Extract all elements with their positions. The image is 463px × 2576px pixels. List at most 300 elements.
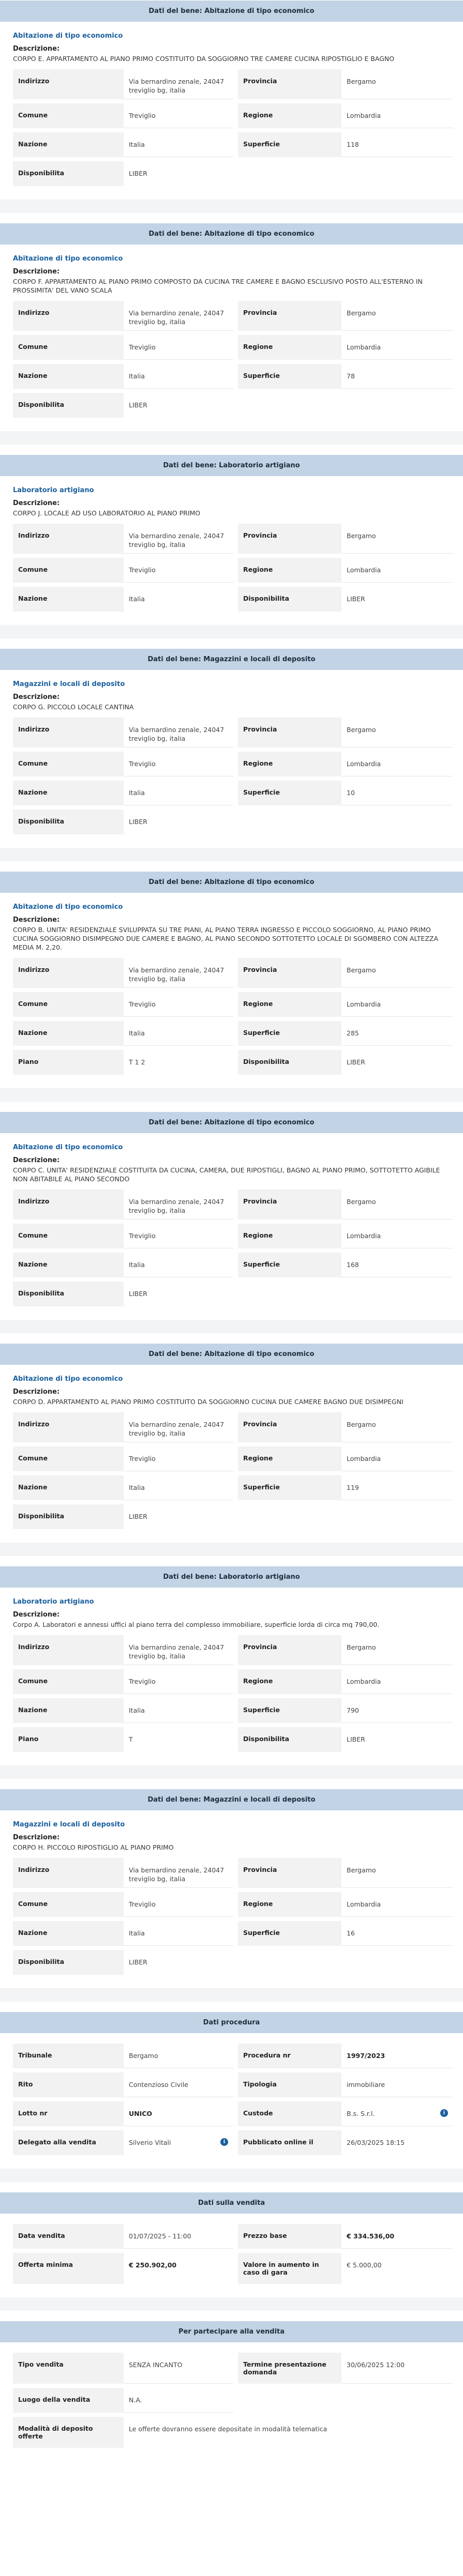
bene-type: Abitazione di tipo economico (13, 1375, 123, 1383)
disponibilita-label: Disponibilita (238, 1727, 341, 1752)
prezzo-base-cell (238, 2224, 458, 2253)
bene-details-grid (13, 1635, 450, 1756)
nazione-cell (13, 1921, 238, 1950)
superficie-value: 78 (341, 364, 453, 389)
aumento-cell (238, 2253, 458, 2288)
section-header: Dati del bene: Laboratorio artigiano (0, 1566, 463, 1588)
indirizzo-cell (13, 1412, 238, 1446)
section-header: Per partecipare alla vendita (0, 2321, 463, 2342)
regione-value: Lombardia (341, 1446, 453, 1471)
indirizzo-label: Indirizzo (13, 1858, 124, 1888)
description-label: Descrizione: (13, 1611, 60, 1619)
indirizzo-label: Indirizzo (13, 524, 124, 554)
bene-details-grid (13, 69, 450, 190)
description-label: Descrizione: (13, 1388, 60, 1396)
regione-cell (238, 752, 458, 781)
nazione-label: Nazione (13, 1253, 124, 1277)
section-body (0, 2033, 463, 2169)
rito-value: Contenzioso Civile (124, 2072, 233, 2097)
comune-cell (13, 335, 238, 364)
indirizzo-label: Indirizzo (13, 1412, 124, 1442)
bene-section (0, 223, 463, 445)
indirizzo-value: Via bernardino zenale, 24047 treviglio bg, italia (124, 69, 233, 99)
luogo-value: N.A. (124, 2388, 233, 2413)
comune-label: Comune (13, 103, 124, 128)
procedura-grid (13, 2044, 450, 2159)
nazione-value: Italia (124, 364, 233, 389)
termine-value: 30/06/2025 12:00 (341, 2353, 453, 2384)
superficie-cell (238, 1921, 458, 1950)
provincia-cell (238, 1635, 458, 1669)
disponibilita-value: LIBER (129, 1290, 147, 1298)
bene-section (0, 1789, 463, 2002)
regione-value: Lombardia (341, 558, 453, 583)
procedura-value: 1997/2023 (341, 2044, 453, 2068)
custode-name: B.s. S.r.l. (347, 2110, 375, 2117)
provincia-value: Bergamo (341, 1858, 453, 1888)
comune-cell (13, 1892, 238, 1921)
nazione-label: Nazione (13, 1021, 124, 1046)
provincia-value: Bergamo (341, 69, 453, 99)
bene-details-grid (13, 718, 450, 839)
superficie-label: Superficie (238, 1021, 341, 1046)
luogo-cell (13, 2388, 238, 2417)
nazione-value: Italia (124, 781, 233, 805)
data-vendita-label: Data vendita (13, 2224, 124, 2249)
section-body (0, 670, 463, 848)
description-text: CORPO C. UNITA' RESIDENZIALE COSTITUITA DA CUCINA, CAMERA, DUE RIPOSTIGLI, BAGNO AL PIANO PRIMO, SOTTOTETTO AGIBILE NON ABITABILE AL PIANO SECONDO (13, 1166, 440, 1183)
prezzo-base-value: € 334.536,00 (341, 2224, 453, 2249)
provincia-cell (238, 69, 458, 103)
bene-details-grid (13, 1190, 450, 1310)
disponibilita-label: Disponibilita (13, 1950, 124, 1975)
disponibilita-cell (13, 1282, 238, 1310)
description-label: Descrizione: (13, 268, 60, 276)
section-header: Dati del bene: Abitazione di tipo economico (0, 1112, 463, 1133)
indirizzo-value: Via bernardino zenale, 24047 treviglio bg, italia (124, 524, 233, 554)
delegato-value (124, 2130, 233, 2155)
disponibilita-value: LIBER (347, 1735, 365, 1743)
superficie-cell (238, 781, 458, 810)
disponibilita-label: Disponibilita (238, 587, 341, 612)
superficie-cell (238, 1253, 458, 1282)
superficie-value: 16 (341, 1921, 453, 1946)
provincia-cell (238, 1412, 458, 1446)
regione-cell (238, 1446, 458, 1475)
bene-section (0, 455, 463, 638)
superficie-cell (238, 132, 458, 161)
disponibilita-cell (13, 393, 238, 422)
piano-label: Piano (13, 1050, 124, 1075)
section-header: Dati del bene: Abitazione di tipo economico (0, 223, 463, 245)
tipologia-value: immobiliare (341, 2072, 453, 2097)
regione-value: Lombardia (341, 103, 453, 128)
indirizzo-value: Via bernardino zenale, 24047 treviglio bg, italia (124, 1412, 233, 1442)
custode-cell (238, 2101, 458, 2130)
description-label: Descrizione: (13, 45, 60, 53)
indirizzo-cell (13, 301, 238, 335)
section-header: Dati sulla vendita (0, 2192, 463, 2214)
modalita-value: Le offerte dovranno essere depositate in modalità telematica (129, 2425, 327, 2433)
bene-type: Laboratorio artigiano (13, 1598, 94, 1606)
comune-label: Comune (13, 558, 124, 583)
bene-details-grid (13, 1412, 450, 1533)
provincia-label: Provincia (238, 301, 341, 331)
nazione-label: Nazione (13, 132, 124, 157)
bene-section (0, 1344, 463, 1556)
regione-value: Lombardia (341, 1892, 453, 1917)
partecipare-section (0, 2321, 463, 2461)
provincia-cell (238, 718, 458, 752)
comune-value: Treviglio (124, 1446, 233, 1471)
bene-details-grid (13, 524, 450, 616)
section-body (0, 2214, 463, 2297)
indirizzo-label: Indirizzo (13, 301, 124, 331)
nazione-label: Nazione (13, 587, 124, 612)
aumento-value: € 5.000,00 (347, 2261, 382, 2269)
provincia-value: Bergamo (341, 1190, 453, 1220)
vendita-grid (13, 2224, 450, 2288)
disponibilita-value: LIBER (129, 401, 147, 409)
indirizzo-label: Indirizzo (13, 1635, 124, 1665)
section-body (0, 1133, 463, 1320)
nazione-cell (13, 1253, 238, 1282)
offerta-minima-value: € 250.902,00 (129, 2261, 177, 2269)
nazione-label: Nazione (13, 781, 124, 805)
tipo-vendita-label: Tipo vendita (13, 2353, 124, 2384)
comune-cell (13, 103, 238, 132)
comune-label: Comune (13, 1892, 124, 1917)
provincia-value: Bergamo (341, 1412, 453, 1442)
bene-type: Laboratorio artigiano (13, 486, 94, 494)
comune-cell (13, 992, 238, 1021)
description-label: Descrizione: (13, 1834, 60, 1841)
nazione-cell (13, 364, 238, 393)
bene-details-grid (13, 958, 450, 1079)
rito-cell (13, 2072, 238, 2101)
procedura-label: Procedura nr (238, 2044, 341, 2068)
luogo-label: Luogo della vendita (13, 2388, 124, 2413)
regione-label: Regione (238, 103, 341, 128)
info-icon[interactable]: i (440, 2109, 448, 2117)
pubblicato-label: Pubblicato online il (238, 2130, 341, 2155)
indirizzo-value: Via bernardino zenale, 24047 treviglio bg, italia (124, 958, 233, 988)
piano-cell (13, 1727, 238, 1756)
comune-label: Comune (13, 752, 124, 776)
lotto-cell (13, 2101, 238, 2130)
offerta-minima-cell (13, 2253, 238, 2288)
comune-value: Treviglio (124, 335, 233, 360)
description-label: Descrizione: (13, 499, 60, 507)
rito-label: Rito (13, 2072, 124, 2097)
comune-value: Treviglio (124, 1669, 233, 1694)
nazione-label: Nazione (13, 1475, 124, 1500)
nazione-cell (13, 1698, 238, 1727)
regione-cell (238, 1669, 458, 1698)
superficie-value: 10 (341, 781, 453, 805)
provincia-cell (238, 1190, 458, 1224)
bene-type: Magazzini e locali di deposito (13, 680, 125, 688)
pubblicato-cell (238, 2130, 458, 2159)
section-body (0, 1810, 463, 1988)
nazione-cell (13, 587, 238, 616)
nazione-cell (13, 781, 238, 810)
modalita-label: Modalità di deposito offerte (13, 2417, 124, 2448)
delegato-cell (13, 2130, 238, 2159)
piano-cell (13, 1050, 238, 1079)
indirizzo-label: Indirizzo (13, 69, 124, 99)
superficie-cell (238, 364, 458, 393)
data-vendita-value: 01/07/2025 - 11:00 (124, 2224, 233, 2249)
lotto-value: UNICO (124, 2101, 233, 2126)
comune-value: Treviglio (124, 1224, 233, 1248)
disponibilita-cell (13, 1504, 238, 1533)
provincia-value: Bergamo (341, 301, 453, 331)
disponibilita-value: LIBER (129, 1513, 147, 1520)
nazione-value: Italia (124, 1921, 233, 1946)
regione-label: Regione (238, 1224, 341, 1248)
regione-value: Lombardia (341, 1224, 453, 1248)
superficie-value: 285 (341, 1021, 453, 1046)
tipologia-cell (238, 2072, 458, 2101)
superficie-cell (238, 1021, 458, 1050)
bene-details-grid (13, 301, 450, 422)
vendita-section (0, 2192, 463, 2311)
provincia-label: Provincia (238, 69, 341, 99)
provincia-label: Provincia (238, 1635, 341, 1665)
regione-label: Regione (238, 335, 341, 360)
comune-label: Comune (13, 1446, 124, 1471)
delegato-name: Silverio Vitali (129, 2139, 171, 2146)
section-header: Dati del bene: Abitazione di tipo economico (0, 1344, 463, 1365)
description-label: Descrizione: (13, 693, 60, 701)
section-header: Dati del bene: Laboratorio artigiano (0, 455, 463, 476)
description-text: Corpo A. Laboratori e annessi uffici al piano terra del complesso immobiliare, superficie lorda di circa mq 790,00. (13, 1621, 380, 1628)
provincia-value: Bergamo (341, 524, 453, 554)
comune-label: Comune (13, 1669, 124, 1694)
disponibilita-label: Disponibilita (238, 1050, 341, 1075)
disponibilita-value: LIBER (129, 818, 147, 826)
modalita-cell (13, 2417, 458, 2452)
description-label: Descrizione: (13, 916, 60, 924)
lotto-label: Lotto nr (13, 2101, 124, 2126)
provincia-label: Provincia (238, 958, 341, 988)
section-header: Dati procedura (0, 2012, 463, 2033)
nazione-value: Italia (124, 132, 233, 157)
indirizzo-value: Via bernardino zenale, 24047 treviglio bg, italia (124, 1190, 233, 1220)
regione-cell (238, 992, 458, 1021)
pubblicato-value: 26/03/2025 18:15 (347, 2139, 405, 2146)
disponibilita-value: LIBER (129, 1958, 147, 1966)
description-text: CORPO F. APPARTAMENTO AL PIANO PRIMO COMPOSTO DA CUCINA TRE CAMERE E BAGNO ESCLUSIVO POSTO ALL'ESTERNO IN PROSSIMITA' DEL VANO SCALA (13, 278, 423, 294)
disponibilita-cell (238, 587, 458, 616)
tribunale-label: Tribunale (13, 2044, 124, 2068)
partecipare-grid (13, 2353, 450, 2452)
regione-value: Lombardia (341, 1669, 453, 1694)
section-body (0, 22, 463, 200)
provincia-label: Provincia (238, 1412, 341, 1442)
superficie-label: Superficie (238, 1253, 341, 1277)
disponibilita-label: Disponibilita (13, 1282, 124, 1306)
comune-cell (13, 1224, 238, 1253)
nazione-value: Italia (129, 595, 145, 603)
superficie-label: Superficie (238, 781, 341, 805)
comune-cell (13, 752, 238, 781)
comune-value: Treviglio (124, 992, 233, 1017)
disponibilita-label: Disponibilita (13, 393, 124, 418)
description-text: CORPO E. APPARTAMENTO AL PIANO PRIMO COSTITUITO DA SOGGIORNO TRE CAMERE CUCINA RIPOSTIGLIO E BAGNO (13, 55, 395, 63)
regione-label: Regione (238, 558, 341, 583)
disponibilita-value: LIBER (347, 595, 365, 603)
prezzo-base-label: Prezzo base (238, 2224, 341, 2249)
indirizzo-cell (13, 718, 238, 752)
bene-section (0, 1566, 463, 1779)
indirizzo-value: Via bernardino zenale, 24047 treviglio bg, italia (124, 301, 233, 331)
tribunale-cell (13, 2044, 238, 2072)
nazione-cell (13, 132, 238, 161)
tribunale-value: Bergamo (124, 2044, 233, 2068)
provincia-cell (238, 1858, 458, 1892)
provincia-label: Provincia (238, 524, 341, 554)
bene-details-grid (13, 1858, 450, 1979)
comune-cell (13, 1669, 238, 1698)
regione-cell (238, 103, 458, 132)
disponibilita-cell (238, 1727, 458, 1756)
indirizzo-cell (13, 1858, 238, 1892)
section-body (0, 1588, 463, 1765)
disponibilita-label: Disponibilita (13, 810, 124, 834)
superficie-value: 119 (341, 1475, 453, 1500)
bene-type: Abitazione di tipo economico (13, 1144, 123, 1151)
regione-value: Lombardia (341, 335, 453, 360)
section-header: Dati del bene: Abitazione di tipo economico (0, 1, 463, 22)
bene-type: Abitazione di tipo economico (13, 255, 123, 263)
superficie-label: Superficie (238, 364, 341, 389)
indirizzo-cell (13, 1190, 238, 1224)
comune-label: Comune (13, 335, 124, 360)
custode-value (341, 2101, 453, 2126)
indirizzo-cell (13, 1635, 238, 1669)
tipo-vendita-value: SENZA INCANTO (124, 2353, 233, 2384)
regione-cell (238, 558, 458, 587)
nazione-cell (13, 1021, 238, 1050)
comune-value: Treviglio (124, 558, 233, 583)
disponibilita-label: Disponibilita (13, 1504, 124, 1529)
disponibilita-value: LIBER (129, 170, 147, 177)
provincia-label: Provincia (238, 718, 341, 748)
disponibilita-label: Disponibilita (13, 161, 124, 186)
offerta-minima-label: Offerta minima (13, 2253, 124, 2284)
comune-cell (13, 558, 238, 587)
section-body (0, 2342, 463, 2461)
termine-cell (238, 2353, 458, 2388)
procedura-section (0, 2012, 463, 2182)
regione-label: Regione (238, 992, 341, 1017)
regione-label: Regione (238, 752, 341, 776)
description-text: CORPO G. PICCOLO LOCALE CANTINA (13, 703, 134, 711)
bene-type: Magazzini e locali di deposito (13, 1821, 125, 1828)
piano-label: Piano (13, 1727, 124, 1752)
superficie-value: 118 (341, 132, 453, 157)
info-icon[interactable]: i (220, 2138, 228, 2146)
description-text: CORPO D. APPARTAMENTO AL PIANO PRIMO COSTITUITO DA SOGGIORNO CUCINA DUE CAMERE BAGNO DUE DISIMPEGNI (13, 1398, 404, 1406)
custode-label: Custode (238, 2101, 341, 2126)
superficie-label: Superficie (238, 1698, 341, 1723)
superficie-label: Superficie (238, 1475, 341, 1500)
indirizzo-cell (13, 524, 238, 558)
nazione-value: Italia (124, 1475, 233, 1500)
regione-cell (238, 1892, 458, 1921)
provincia-label: Provincia (238, 1190, 341, 1220)
disponibilita-value: LIBER (347, 1058, 365, 1066)
disponibilita-cell (13, 810, 238, 839)
comune-value: Treviglio (124, 752, 233, 776)
superficie-value: 790 (341, 1698, 453, 1723)
nazione-cell (13, 1475, 238, 1504)
regione-value: Lombardia (341, 752, 453, 776)
superficie-cell (238, 1698, 458, 1727)
superficie-label: Superficie (238, 1921, 341, 1946)
provincia-cell (238, 958, 458, 992)
nazione-value: Italia (124, 1253, 233, 1277)
regione-value: Lombardia (341, 992, 453, 1017)
bene-type: Abitazione di tipo economico (13, 32, 123, 40)
regione-label: Regione (238, 1669, 341, 1694)
provincia-label: Provincia (238, 1858, 341, 1888)
provincia-cell (238, 301, 458, 335)
indirizzo-label: Indirizzo (13, 718, 124, 748)
tipologia-label: Tipologia (238, 2072, 341, 2097)
description-label: Descrizione: (13, 1156, 60, 1164)
aumento-label: Valore in aumento in caso di gara (238, 2253, 341, 2284)
section-header: Dati del bene: Magazzini e locali di deposito (0, 649, 463, 670)
indirizzo-cell (13, 958, 238, 992)
section-header: Dati del bene: Abitazione di tipo economico (0, 872, 463, 893)
nazione-label: Nazione (13, 1921, 124, 1946)
regione-cell (238, 1224, 458, 1253)
piano-value: T (129, 1735, 133, 1743)
section-header: Dati del bene: Magazzini e locali di deposito (0, 1789, 463, 1810)
tipo-vendita-cell (13, 2353, 238, 2388)
procedura-cell (238, 2044, 458, 2072)
provincia-cell (238, 524, 458, 558)
section-body (0, 245, 463, 431)
description-text: CORPO B. UNITA' RESIDENZIALE SVILUPPATA SU TRE PIANI, AL PIANO TERRA INGRESSO E PICCOLO SOGGIORNO, AL PIANO PRIMO CUCINA SOGGIORNO DISIMPEGNO DUE CAMERE E BAGNO, AL PIANO SECONDO SOTTOTETTO LOCALE DI SGOMBERO CON ALTEZZA MEDIA M. 2,20. (13, 926, 438, 951)
nazione-label: Nazione (13, 364, 124, 389)
bene-section (0, 1112, 463, 1333)
indirizzo-cell (13, 69, 238, 103)
comune-value: Treviglio (124, 103, 233, 128)
provincia-value: Bergamo (341, 718, 453, 748)
disponibilita-cell (13, 1950, 238, 1979)
disponibilita-cell (13, 161, 238, 190)
indirizzo-label: Indirizzo (13, 958, 124, 988)
delegato-label: Delegato alla vendita (13, 2130, 124, 2155)
termine-label: Termine presentazione domanda (238, 2353, 341, 2384)
piano-value: T 1 2 (129, 1058, 145, 1066)
superficie-label: Superficie (238, 132, 341, 157)
nazione-value: Italia (124, 1021, 233, 1046)
provincia-value: Bergamo (341, 958, 453, 988)
disponibilita-cell (238, 1050, 458, 1079)
description-text: CORPO J. LOCALE AD USO LABORATORIO AL PIANO PRIMO (13, 509, 201, 517)
section-body (0, 476, 463, 625)
superficie-value: 168 (341, 1253, 453, 1277)
indirizzo-value: Via bernardino zenale, 24047 treviglio bg, italia (124, 718, 233, 748)
regione-cell (238, 335, 458, 364)
comune-label: Comune (13, 1224, 124, 1248)
regione-label: Regione (238, 1892, 341, 1917)
